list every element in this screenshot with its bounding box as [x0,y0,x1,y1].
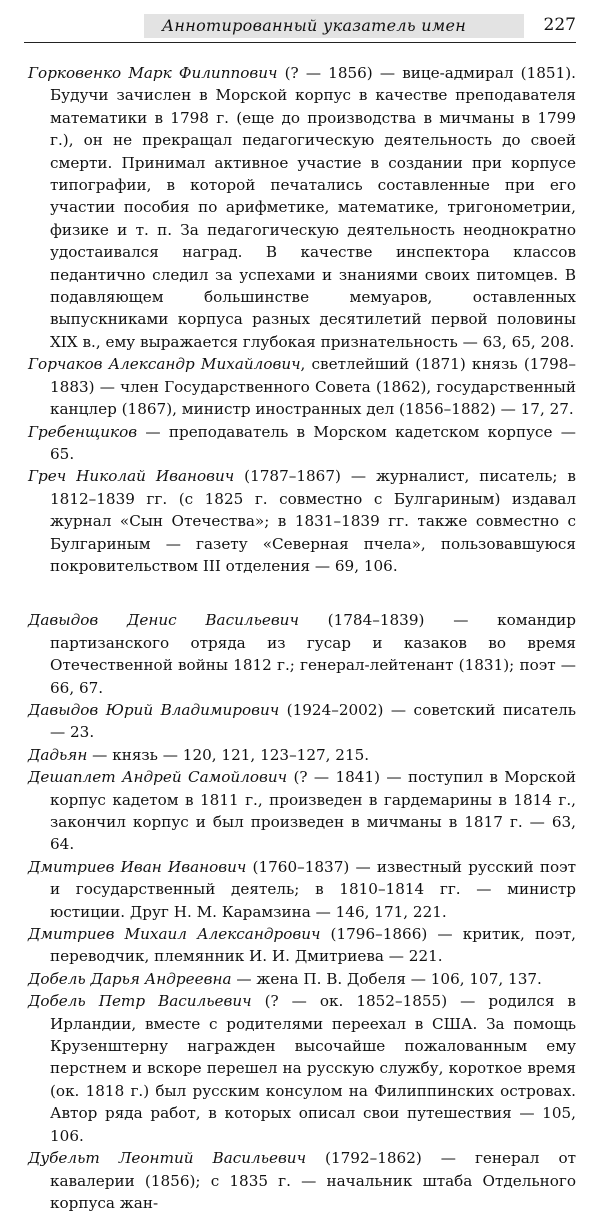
index-group-g [28,62,576,577]
entry-text: (1792–1862) — генерал от кавалерии (1856); с 1835 г. — начальник штаба Отдельного корпуса жан- [50,1149,576,1212]
index-entry [28,766,576,856]
running-header [24,12,576,43]
index-entry [28,990,576,1147]
entry-name: Давыдов Юрий Владимирович [28,700,280,719]
index-body [28,62,576,1214]
group-separator [28,577,576,609]
index-entry [28,1147,576,1214]
entry-name: Дмитриев Михаил Александрович [28,925,321,944]
entry-name: Давыдов Денис Васильевич [28,611,299,630]
entry-text: (1784–1839) — командир партизанского отряда из гусар и казаков во время Отечественной войны 1812 г.; генерал-лейтенант (1831); поэт — 66, 67. [50,611,576,697]
entry-name: Гребенщиков [28,422,138,441]
entry-name: Добель Дарья Андреевна [28,969,232,988]
entry-name: Горчаков Александр Михайлович [28,355,301,374]
entry-name: Дмитриев Иван Иванович [28,857,247,876]
index-entry [28,62,576,353]
index-entry [28,421,576,466]
page-number: 227 [543,15,576,35]
entry-text: (? — ок. 1852–1855) — родился в Ирландии, вместе с родителями переехал в США. За помощь Крузенштерну награжден высочайше пожалованным ему перстнем и вскоре перешел на русскую службу, короткое время (ок. 1818 г.) был русским консулом на Филиппинских островах. Автор ряда работ, в которых описал свои путешествия — 105, 106. [50,992,576,1145]
index-entry [28,353,576,420]
index-group-d [28,609,576,1214]
index-entry [28,465,576,577]
entry-text: (? — 1856) — вице-адмирал (1851). Будучи зачислен в Морской корпус в качестве преподавателя математики в 1798 г. (еще до производства в мичманы в 1799 г.), он не прекращал педагогическую деятельность до своей смерти. Принимал активное участие в создании при корпусе типографии, в которой печатались составленные при его участии пособия по арифметике, математике, тригонометрии, физике и т. п. За педагогическую деятельность неоднократно удостаивался наград. В качестве инспектора классов педантично следил за успехами и знаниями своих питомцев. В подавляющем большинстве мемуаров, оставленных выпускниками корпуса разных десятилетий первой половины XIX в., ему выражается глубокая признательность — 63, 65, 208. [50,64,576,351]
index-entry [28,609,576,699]
entry-name: Добель Петр Васильевич [28,992,252,1011]
entry-text: — жена П. В. Добеля — 106, 107, 137. [231,969,542,988]
entry-name: Горковенко Марк Филиппович [28,64,278,82]
entry-text: — преподаватель в Морском кадетском корпусе — 65. [50,422,576,463]
index-entry [28,856,576,923]
entry-name: Дешаплет Андрей Самойлович [28,768,288,787]
index-entry [28,923,576,968]
entry-text: (1796–1866) — критик, поэт, переводчик, племянник И. И. Дмитриева — 221. [50,925,576,966]
entry-name: Дадьян [28,745,88,764]
entry-name: Греч Николай Иванович [28,467,235,486]
index-entry [28,699,576,744]
index-entry [28,744,576,766]
entry-name: Дубельт Леонтий Васильевич [28,1149,307,1168]
entry-text: , светлейший (1871) князь (1798–1883) — член Государственного Совета (1862), государственный канцлер (1867), министр иностранных дел (1856–1882) — 17, 27. [50,355,576,419]
entry-text: (? — 1841) — поступил в Морской корпус кадетом в 1811 г., произведен в гардемарины в 1814 г., закончил корпус и был произведен в мичманы в 1817 г. — 63, 64. [50,768,576,854]
running-title: Аннотированный указатель имен [162,16,467,35]
entry-text: (1787–1867) — журналист, писатель; в 1812–1839 гг. (с 1825 г. совместно с Булгариным) издавал журнал «Сын Отечества»; в 1831–1839 гг. также совместно с Булгариным — газету «Северная пчела», пользовавшуюся покровительством III отделения — 69, 106. [50,467,576,575]
entry-text: (1760–1837) — известный русский поэт и государственный деятель; в 1810–1814 гг. — министр юстиции. Друг Н. М. Карамзина — 146, 171, 221. [50,857,577,921]
index-entry [28,968,576,990]
entry-text: — князь — 120, 121, 123–127, 215. [87,745,370,764]
entry-text: (1924–2002) — советский писатель — 23. [50,700,576,742]
